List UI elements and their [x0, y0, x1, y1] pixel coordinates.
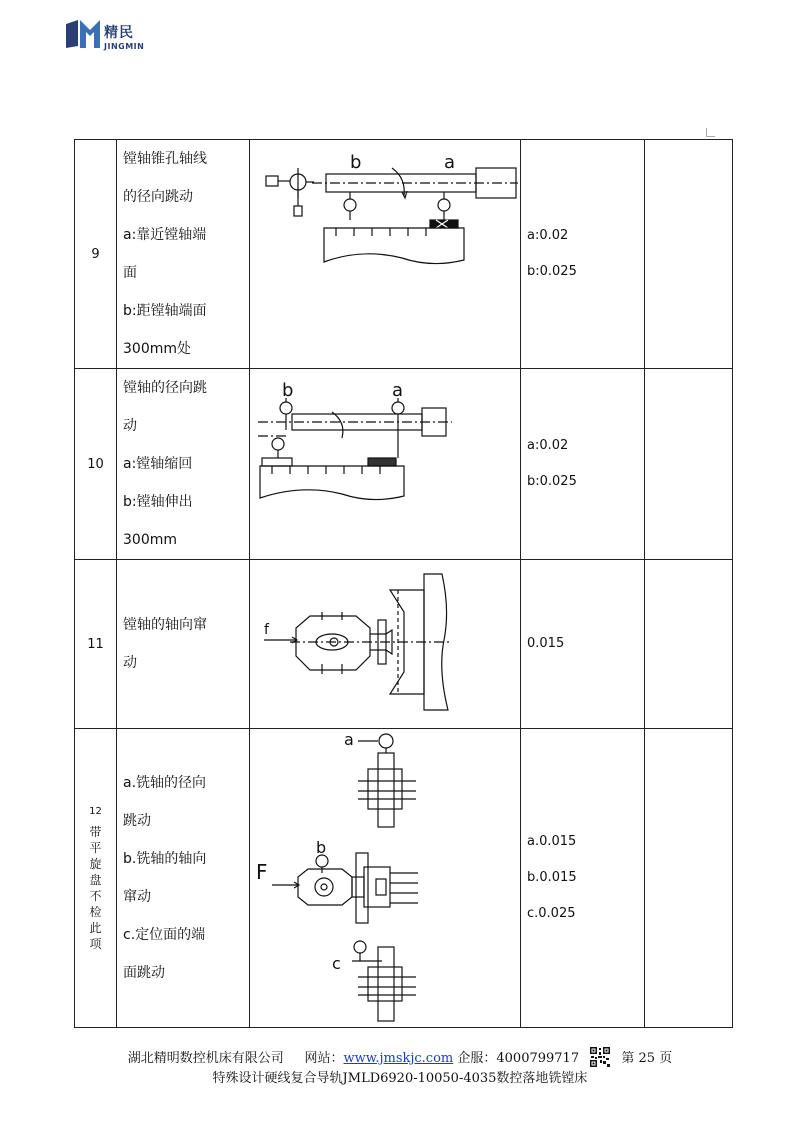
- tolerance-value: c.0.025: [527, 906, 576, 921]
- diagram-cell: [250, 140, 521, 369]
- row-number: 11: [75, 560, 117, 729]
- note-char: 盘: [89, 873, 102, 887]
- item-line: a:靠近镗轴端: [123, 227, 207, 243]
- tolerance-cell: [521, 140, 645, 369]
- measured-cell: [645, 560, 733, 729]
- item-line: c.定位面的端: [123, 927, 206, 943]
- footer-company: 湖北精明数控机床有限公司: [127, 1051, 284, 1066]
- fig-label-b: b: [316, 838, 327, 857]
- item-line: b:距镗轴端面: [123, 303, 207, 319]
- footer-doc-title: 特殊设计硬线复合导轨JMLD6920-10050-4035数控落地铣镗床: [212, 1071, 588, 1086]
- tolerance-value: b:0.025: [527, 474, 577, 489]
- measured-cell: [645, 140, 733, 369]
- milling-spindle-diagram: [252, 729, 518, 1023]
- fig-label-b: b: [350, 152, 362, 173]
- item-line: b.铣轴的轴向: [123, 851, 207, 867]
- footer-website-link[interactable]: www.jmskjc.com: [343, 1051, 454, 1066]
- item-line: 窜动: [123, 889, 151, 905]
- tolerance-value: b.0.015: [527, 870, 577, 885]
- measured-cell: [645, 369, 733, 560]
- tolerance-value: b:0.025: [527, 264, 577, 279]
- tolerance-value: a:0.02: [527, 228, 569, 243]
- diagram-cell: [250, 729, 521, 1028]
- item-line: 的径向跳动: [123, 189, 193, 205]
- item-line: 300mm处: [123, 341, 191, 357]
- tolerance-value: 0.015: [527, 636, 565, 651]
- spindle-radial-runout-diagram: [252, 372, 518, 552]
- item-line: a:镗轴缩回: [123, 456, 193, 472]
- jingmin-logo: [64, 14, 174, 54]
- item-line: 镗轴的轴向窜: [123, 617, 207, 633]
- item-line: b:镗轴伸出: [123, 494, 193, 510]
- fig-label-b: b: [282, 380, 294, 401]
- item-line: 面: [123, 265, 137, 281]
- row-number-cell: [75, 729, 117, 1028]
- fig-label-f: f: [264, 622, 269, 638]
- item-line: 镗轴锥孔轴线: [123, 151, 207, 167]
- note-char: 不: [89, 889, 102, 903]
- tolerance-cell: [521, 369, 645, 560]
- spindle-axial-float-diagram: [252, 560, 518, 724]
- note-char: 检: [89, 905, 102, 919]
- diagram-cell: [250, 369, 521, 560]
- item-line: 镗轴的径向跳: [123, 380, 207, 396]
- fig-label-a: a: [392, 380, 404, 401]
- table-row: [75, 369, 733, 560]
- note-char: 此: [89, 921, 102, 935]
- fig-label-a: a: [344, 730, 354, 749]
- diagram-cell: [250, 560, 521, 729]
- table-row: [75, 729, 733, 1028]
- inspection-table: [74, 139, 733, 1028]
- fig-label-a: a: [444, 152, 456, 173]
- qr-code-icon: [589, 1046, 611, 1068]
- note-char: 带: [89, 825, 102, 839]
- check-item: [117, 369, 250, 560]
- item-line: 面跳动: [123, 965, 165, 981]
- tolerance-value: a:0.02: [527, 438, 569, 453]
- jingmin-logo-icon: [64, 18, 104, 50]
- item-line: a.铣轴的径向: [123, 775, 207, 791]
- measured-cell: [645, 729, 733, 1028]
- item-line: 动: [123, 655, 137, 671]
- footer-site-label: 网站：: [304, 1051, 344, 1066]
- fig-label-c: c: [332, 954, 341, 973]
- item-line: 300mm: [123, 532, 177, 548]
- footer-service: 企服：4000799717: [457, 1051, 580, 1066]
- page-corner-mark: [706, 128, 715, 137]
- table-row: [75, 560, 733, 729]
- table-row: [75, 140, 733, 369]
- check-item: [117, 729, 250, 1028]
- check-item: [117, 560, 250, 729]
- tolerance-value: a.0.015: [527, 834, 577, 849]
- row-number: 12: [89, 806, 102, 817]
- footer-page-number: 第 25 页: [621, 1051, 673, 1066]
- logo-en-text: JINGMIN: [104, 42, 145, 51]
- tolerance-cell: [521, 729, 645, 1028]
- fig-label-F: F: [256, 860, 268, 884]
- tolerance-cell: [521, 560, 645, 729]
- footer-line-2: [0, 1067, 800, 1086]
- item-line: 跳动: [123, 813, 151, 829]
- footer-line-1: [0, 1046, 800, 1068]
- row-number: 9: [75, 140, 117, 369]
- logo-cn-text: 精民: [104, 25, 134, 41]
- note-char: 项: [89, 937, 102, 951]
- note-char: 旋: [89, 857, 102, 871]
- check-item: [117, 140, 250, 369]
- spindle-taper-runout-diagram: [252, 142, 518, 362]
- row-number: 10: [75, 369, 117, 560]
- note-char: 平: [89, 841, 102, 855]
- item-line: 动: [123, 418, 137, 434]
